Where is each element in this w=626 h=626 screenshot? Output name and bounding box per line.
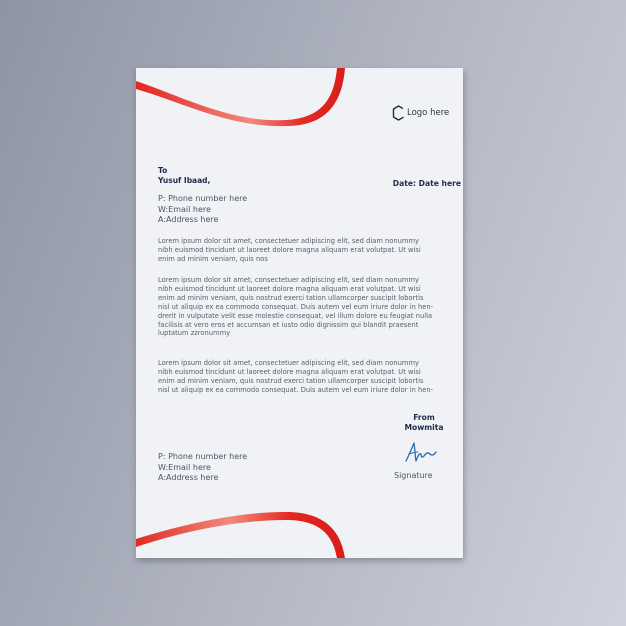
contact-top-email: W:Email here [158, 204, 211, 214]
recipient-block [158, 166, 210, 186]
handwritten-signature [403, 440, 439, 466]
paragraph-3 [158, 359, 463, 395]
hexagon-outline-icon [392, 105, 405, 121]
paragraph-line: enim ad minim veniam, quis nos [158, 254, 268, 263]
contact-top [158, 194, 247, 226]
bottom-red-wave [136, 510, 463, 558]
paragraph-line: Lorem ipsum dolor sit amet, consectetuer adipiscing elit, sed diam nonummy [158, 359, 419, 367]
sender-name: Mowmita [404, 423, 444, 432]
paragraph-line: nibh euismod tincidunt ut laoreet dolore magna aliquam erat volutpat. Ut wisi [158, 245, 421, 254]
paragraph-line: nibh euismod tincidunt ut laoreet dolore magna aliquam erat volutpat. Ut wisi [158, 284, 421, 293]
paragraph-line: Lorem ipsum dolor sit amet, consectetuer adipiscing elit, sed diam nonummy [158, 276, 419, 284]
paragraph-line: drerit in vulputate velit esse molestie consequat, vel illum dolore eu feugiat nulla [158, 311, 433, 320]
paragraph-line: enim ad minim veniam, quis nostrud exerci tation ullamcorper suscipit lobortis [158, 376, 424, 385]
paragraph-line: enim ad minim veniam, quis nostrud exerci tation ullamcorper suscipit lobortis [158, 293, 424, 302]
contact-bottom-address: A:Address here [158, 473, 219, 482]
to-label: To [158, 166, 168, 175]
paragraph-line: Lorem ipsum dolor sit amet, consectetuer adipiscing elit, sed diam nonummy [158, 237, 419, 245]
paragraph-2 [158, 276, 463, 338]
logo [392, 105, 449, 121]
paragraph-line: nibh euismod tincidunt ut laoreet dolore magna aliquam erat volutpat. Ut wisi [158, 367, 421, 376]
signature-label: Signature [394, 471, 433, 480]
paragraph-1 [158, 237, 463, 264]
logo-text: Logo here [407, 108, 450, 118]
contact-bottom [158, 452, 247, 484]
paragraph-line: nisl ut aliquip ex ea commodo consequat. Duis autem vel eum iriure dolor in hen- [158, 302, 434, 311]
paragraph-line: facilisis at vero eros et accumsan et iusto odio dignissim qui blandit praesent [158, 320, 419, 329]
contact-top-phone: P: Phone number here [158, 194, 248, 203]
letterhead-page [136, 68, 463, 558]
paragraph-line: nisl ut aliquip ex ea commodo consequat. Duis autem vel eum iriure dolor in hen- [158, 385, 434, 394]
contact-bottom-email: W:Email here [158, 462, 211, 472]
paragraph-line: luptatum zzronummy [158, 329, 231, 338]
date-text: Date: Date here [392, 179, 461, 188]
contact-top-address: A:Address here [158, 215, 219, 224]
recipient-name: Yusuf Ibaad, [158, 176, 211, 185]
from-label: From [413, 413, 435, 422]
sender-block [388, 413, 460, 433]
contact-bottom-phone: P: Phone number here [158, 452, 248, 461]
